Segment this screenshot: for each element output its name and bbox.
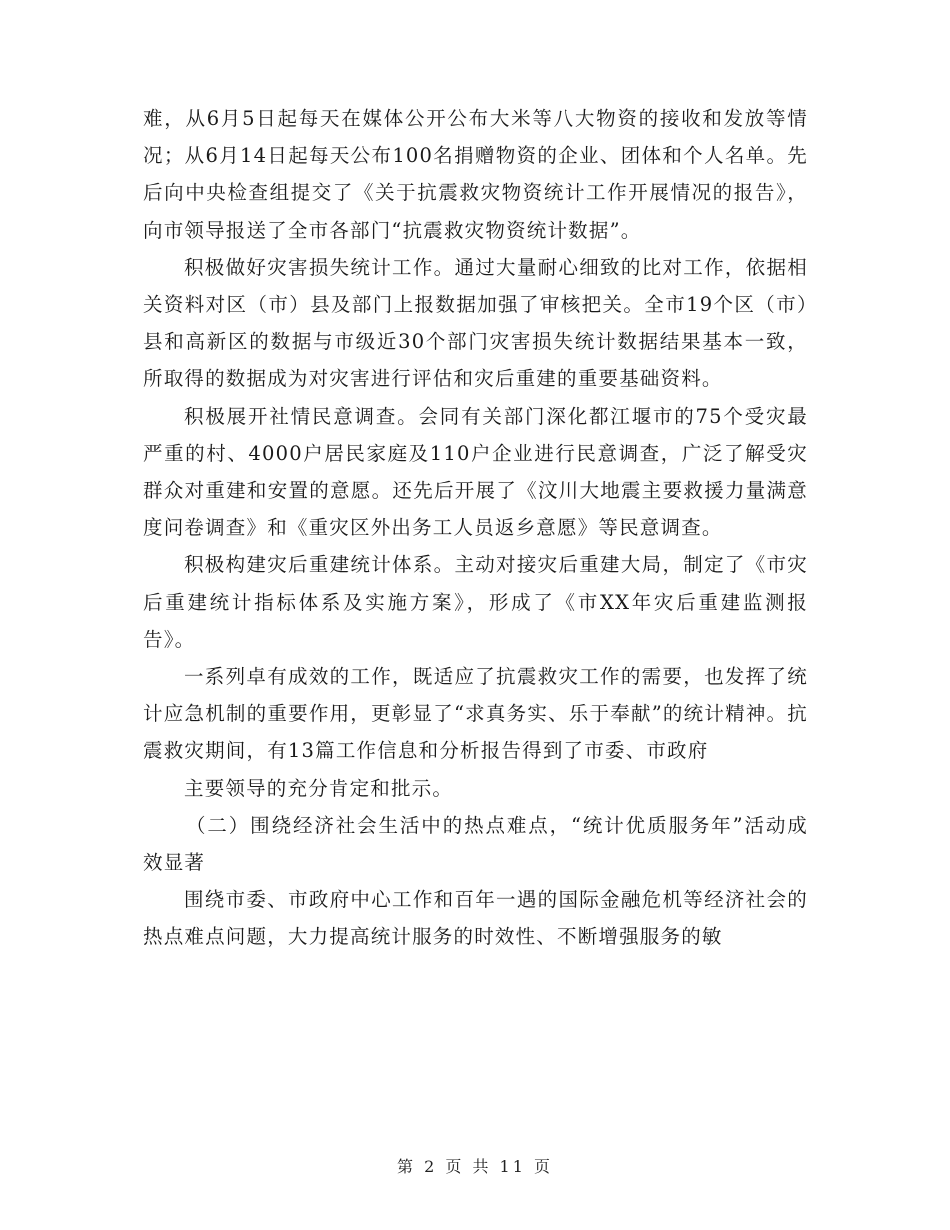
section-heading: （二）围绕经济社会生活中的热点难点，“统计优质服务年”活动成效显著: [143, 813, 808, 875]
paragraph-7: 围绕市委、市政府中心工作和百年一遇的国际金融危机等经济社会的热点难点问题，大力提高统计服务的时效性、不断增强服务的敏: [143, 888, 808, 949]
paragraph-5: 一系列卓有成效的工作，既适应了抗震救灾工作的需要，也发挥了统计应急机制的重要作用，更彰显了“求真务实、乐于奉献”的统计精神。抗震救灾期间，有13篇工作信息和分析报告得到了市委、市政府: [143, 665, 808, 763]
page-footer: 第 2 页 共 11 页: [397, 1157, 553, 1176]
paragraph-4: 积极构建灾后重建统计体系。主动对接灾后重建大局，制定了《市灾后重建统计指标体系及实施方案》，形成了《市XX年灾后重建监测报告》。: [143, 553, 808, 651]
document-body: [143, 100, 808, 956]
paragraph-6: 主要领导的充分肯定和批示。: [184, 776, 454, 800]
paragraph-3: 积极展开社情民意调查。会同有关部门深化都江堰市的75个受灾最严重的村、4000户居民家庭及110户企业进行民意调查，广泛了解受灾群众对重建和安置的意愿。还先后开展了《汶川大地震主要救援力量满意度问卷调查》和《重灾区外出务工人员返乡意愿》等民意调查。: [143, 404, 808, 540]
paragraph-2: 积极做好灾害损失统计工作。通过大量耐心细致的比对工作，依据相关资料对区（市）县及部门上报数据加强了审核把关。全市19个区（市）县和高新区的数据与市级近30个部门灾害损失统计数据结果基本一致，所取得的数据成为对灾害进行评估和灾后重建的重要基础资料。: [143, 255, 808, 391]
paragraph-1: 难，从6月5日起每天在媒体公开公布大米等八大物资的接收和发放等情况；从6月14日起每天公布100名捐赠物资的企业、团体和个人名单。先后向中央检查组提交了《关于抗震救灾物资统计工作开展情况的报告》，向市领导报送了全市各部门“抗震救灾物资统计数据”。: [143, 107, 808, 242]
